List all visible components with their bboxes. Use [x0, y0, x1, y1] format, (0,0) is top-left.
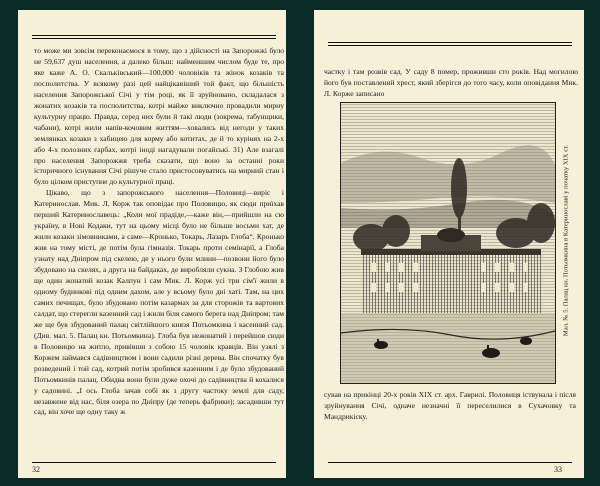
palace-engraving — [340, 102, 556, 384]
right-bottom-text — [324, 390, 576, 423]
figure-caption: Мал. № 5. Палац кн. Потьомкина в Катеринославі у початку XIX ст. — [562, 144, 570, 337]
page-number: 32 — [32, 465, 40, 474]
paragraph: Цікаво, що з запорожського населення—Половиці—виріс і Катеринослав. Мик. Л. Корж так оповідає про Половицю, як сюди приїхав перший Катеринославець: „Коли мої прадіде,—каже він,—прийшли на сю україну, в Нові Кодаки, тут на цьому місці було не більше восьми хат, де жили козаки зімовниками, а саме—Кронько, Токарь, Лазарь Глоба“. Кронько жив на тому місті, де потім була гімназія. Токарь проти семінарії, а Глоба узнату над Дніпром під скелею, де у нього були млини—позвони його було збудовано на скелях, а друга на байдаках, де виробляли сукна. З Глобою жив ще один жонатий козак Калпун і сам Мик. Л. Корж усі три сім'ї жили в одному будинкові під одним дахом, але у всьому було дві хаті. Там, на цих самих печищах, було збудовано потім казармах за для сторожів та вартових салдат, що стерегли казенний сад і жили біля самого берега над Дніпром; там же ще був збудований палац світлійшого князя Потьомкина і касенний сад. (Див. мал. 5. Палац кн. Потьомкина). Глоба був нежонатий і перейшов сюди в Половицю на житло, привівши з собою 15 чоловік кравців. Він узялі з Коржем займався садівництвом і вони садили різні дерева. Він спочатку був розведений і той сад, котрий потім зробився казенним і де було збудований Потьомкинів палац. Обидва вони були дуже охочі до садівництва й кохалися у садовині. „І ось Глоба зачав собі як з другу частоку землі для саду, незавжене від нас, біля озера по Дніпру (де теперь фабрики); засадивши тут сад, він хоче ще одну таку ж — [34, 188, 284, 417]
top-rule — [32, 35, 276, 36]
top-rule-thin — [32, 38, 276, 39]
bottom-rule — [328, 462, 572, 463]
page-number: 33 — [554, 465, 562, 474]
right-page — [314, 10, 584, 478]
paragraph: частку і там розвів сад. У саду 8 помер, проживши сто років. Над могилою його був поставлений хрест, який зберігся до того часу, коли оповідання Мик. Л. Корже записано — [324, 67, 578, 98]
paragraph: то може ми зовсім переконаємося в тому, що з дійсності на Запорожжі було не 59,637 душ населення, а далеко більш: найменшим числом буде те, про яке каже А. О. Скальківський—100,000 чоловіків та жінок козаків та посполитства. У всякому разі цей найцікавіший той факт, що більшість населення Запорожської Січі у тім році, як її зруйновано, складалася з жонатих козаків та посполитства, котрі майже виключно провадили мирну культурну працю. Правда, серед них були й такі люди (зокрема, табунщики, чабани), котрі жили напів-кочовим життям—ховались від негоди у таких землянках козаки з хабицею для корму або котитах, де й то курінях на 2-х або 4-х полозних гарбах, котрі іноді нагадували погайські. 31) Але взагалі про населення Запорожжя треба сказати, що воно за останні роки історичного існування Січі рішуче стало пристосовуватись на мирний стан і було цілком приступне до культурної праці. — [34, 46, 284, 187]
left-body-text — [34, 46, 284, 418]
right-top-text — [324, 67, 578, 100]
left-page — [18, 10, 286, 478]
paragraph: сував на прикінці 20-х років XIX ст. арх. Гаврилі. Половиця іствувала і після зруйнування Січі, одначе незначні її переселилися в Сухачовку та Мандрикіску. — [324, 390, 576, 421]
top-rule-thin — [328, 45, 572, 46]
top-rule — [328, 42, 572, 43]
bottom-rule — [32, 462, 276, 463]
